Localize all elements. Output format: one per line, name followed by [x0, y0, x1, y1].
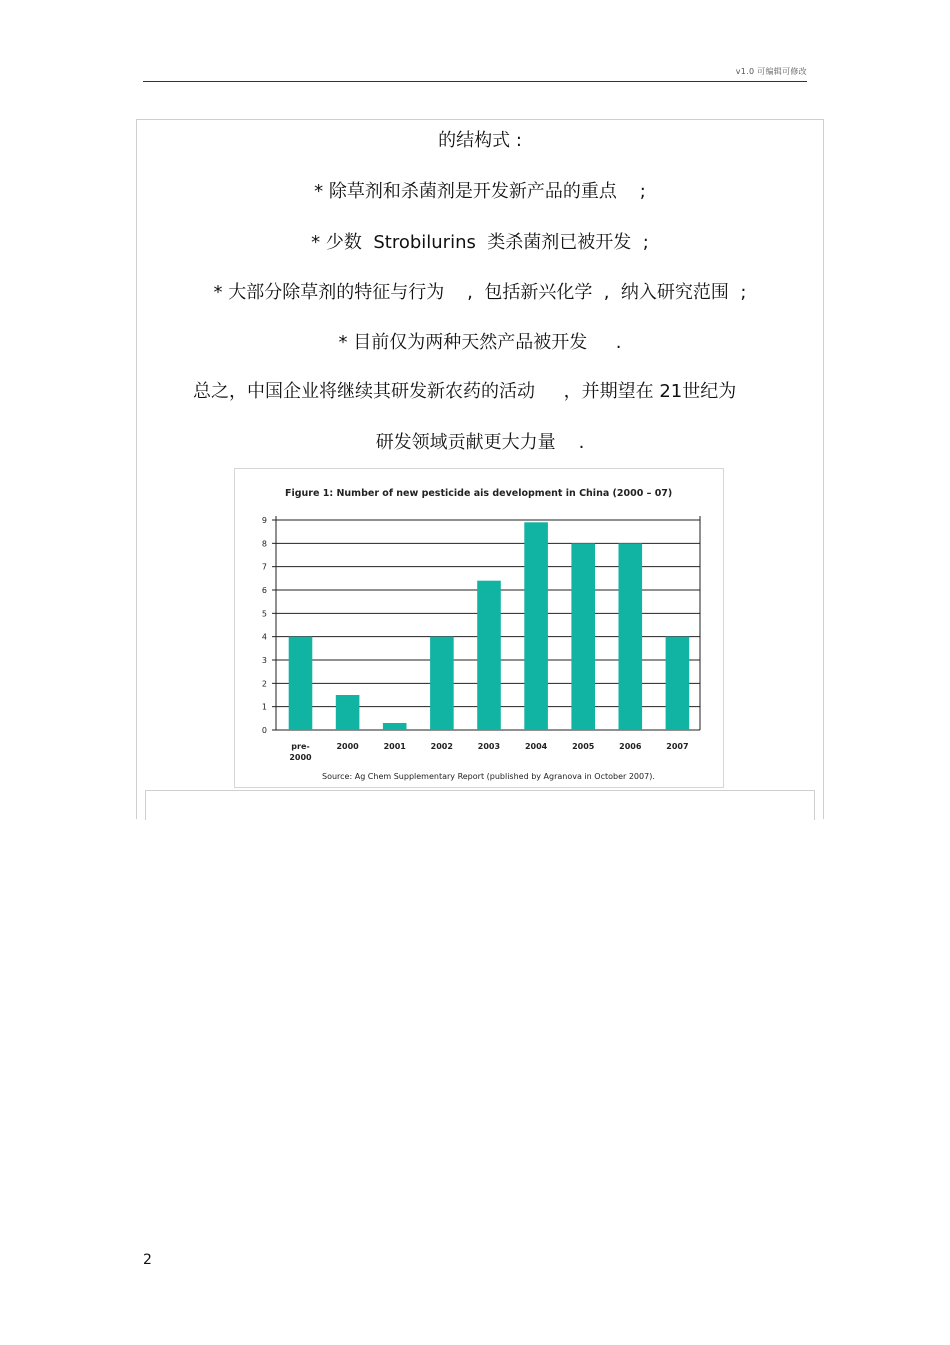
y-tick-label: 9 [261, 516, 267, 525]
x-tick-label: 2002 [430, 742, 453, 751]
bar-2001 [383, 723, 407, 730]
bar-2002 [430, 637, 454, 730]
y-tick-label: 8 [261, 539, 267, 549]
chart-source: Source: Ag Chem Supplementary Report (published by Agranova in October 2007). [322, 772, 655, 781]
x-tick-label: 2003 [477, 742, 501, 751]
x-tick-label: 2004 [524, 742, 548, 751]
x-tick-label: 2000 [289, 753, 312, 762]
x-tick-label: 2005 [572, 742, 595, 751]
header-version-note: v1.0 可编辑可修改 [735, 67, 807, 76]
body-line-5: * 目前仅为两种天然产品被开发 . [338, 332, 622, 353]
bar-2007 [666, 637, 690, 730]
lower-frame [145, 790, 815, 820]
y-tick-label: 7 [261, 562, 267, 572]
x-tick-label: 2001 [383, 742, 406, 751]
y-tick-label: 0 [261, 726, 267, 735]
x-tick-label: 2006 [619, 742, 642, 751]
y-tick-label: 5 [261, 609, 267, 619]
y-tick-label: 1 [261, 702, 267, 712]
bar-2000 [336, 695, 360, 730]
figure-box [234, 468, 724, 788]
bar-2004 [524, 522, 548, 730]
y-tick-label: 4 [261, 632, 267, 642]
body-line-1: 的结构式 : [438, 130, 522, 151]
x-tick-label: 2000 [336, 742, 359, 751]
body-line-3: * 少数 Strobilurins 类杀菌剂已被开发 ; [311, 232, 649, 253]
body-line-6: 总之，中国企业将继续其研发新农药的活动 ，并期望在 21世纪为 [193, 381, 737, 402]
x-tick-label: pre- [291, 742, 310, 751]
body-line-4: * 大部分除草剂的特征与行为 , 包括新兴化学 , 纳入研究范围 ; [213, 282, 747, 303]
page-number: 2 [143, 1252, 152, 1268]
bar-2006 [619, 543, 643, 730]
body-line-2: * 除草剂和杀菌剂是开发新产品的重点 ; [314, 181, 646, 202]
bar-2003 [477, 581, 501, 730]
bar-pre-2000 [289, 637, 313, 730]
body-line-7: 研发领域贡献更大力量 . [375, 432, 585, 453]
y-tick-label: 3 [261, 656, 267, 665]
x-tick-label: 2007 [666, 742, 689, 751]
bar-2005 [571, 543, 595, 730]
chart-title: Figure 1: Number of new pesticide ais development in China (2000 – 07) [285, 488, 673, 499]
header-rule [143, 81, 807, 82]
bar-chart [235, 469, 723, 787]
y-tick-label: 2 [261, 679, 267, 689]
y-tick-label: 6 [261, 586, 267, 595]
